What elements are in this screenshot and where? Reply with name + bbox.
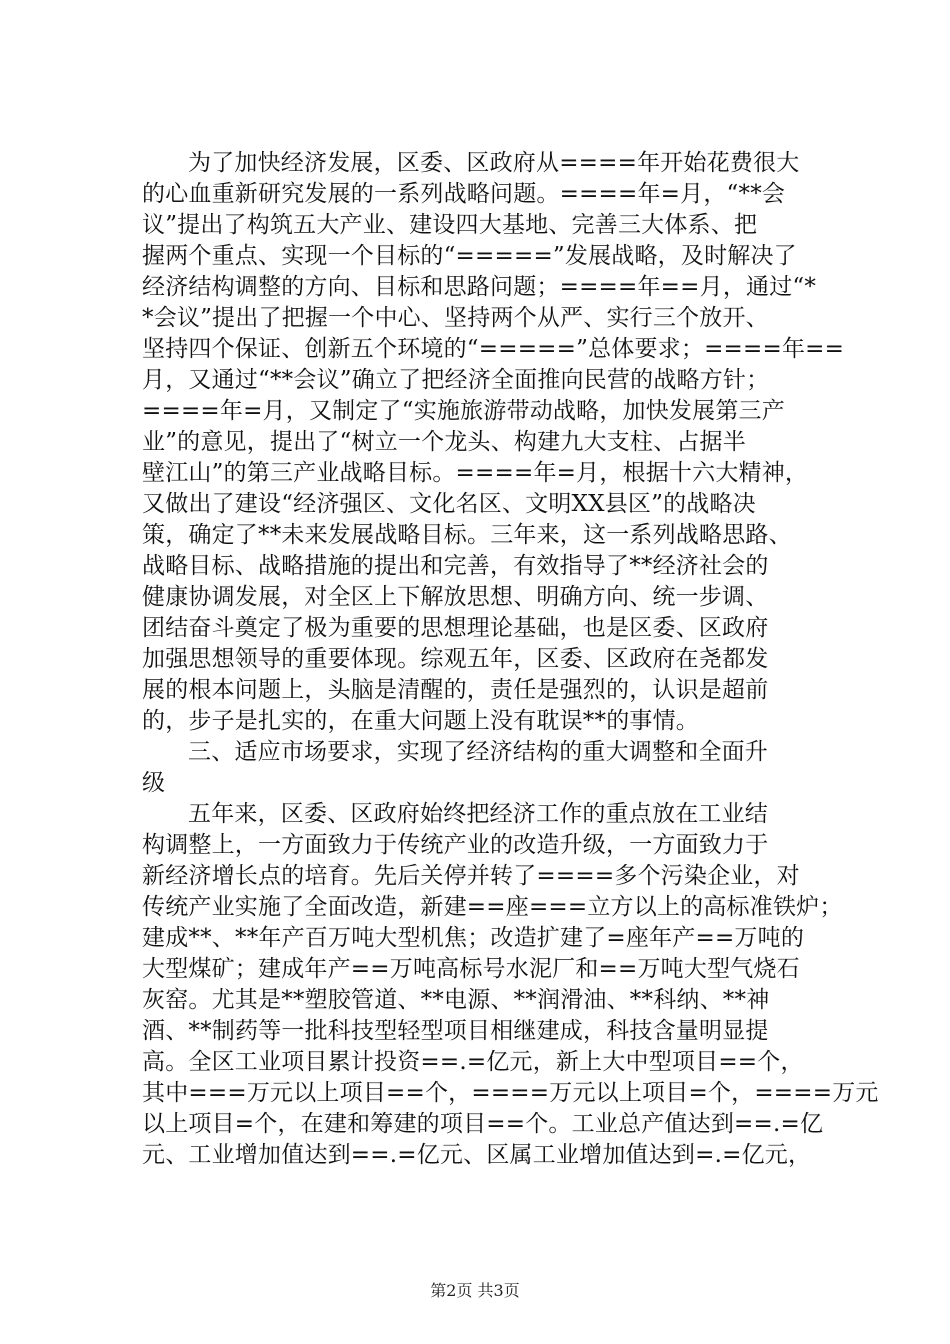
body-line: 加强思想领导的重要体现。综观五年，区委、区政府在尧都发 xyxy=(142,646,769,672)
body-line: 以上项目=个，在建和筹建的项目==个。工业总产值达到==.=亿 xyxy=(142,1111,824,1137)
section-heading-continuation: 级 xyxy=(142,770,166,796)
body-line: 经济结构调整的方向、目标和思路问题；====年==月，通过“* xyxy=(142,274,817,300)
body-line: 的，步子是扎实的，在重大问题上没有耽误**的事情。 xyxy=(142,708,699,734)
body-line: 议”提出了构筑五大产业、建设四大基地、完善三大体系、把 xyxy=(142,212,758,238)
body-line: 坚持四个保证、创新五个环境的“=====”总体要求；====年== xyxy=(142,336,845,362)
body-line: 灰窑。尤其是**塑胶管道、**电源、**润滑油、**科纳、**神 xyxy=(142,987,770,1013)
body-line: 月，又通过“**会议”确立了把经济全面推向民营的战略方针； xyxy=(142,367,770,393)
body-line: 高。全区工业项目累计投资==.=亿元，新上大中型项目==个， xyxy=(142,1049,804,1075)
body-line: 业”的意见，提出了“树立一个龙头、构建九大支柱、占据半 xyxy=(142,429,746,455)
page-number: 第2页 xyxy=(430,1281,473,1300)
body-line: 团结奋斗奠定了极为重要的思想理论基础，也是区委、区政府 xyxy=(142,615,769,641)
body-line: 建成**、**年产百万吨大型机焦；改造扩建了=座年产==万吨的 xyxy=(142,925,805,951)
body-line: 健康协调发展，对全区上下解放思想、明确方向、统一步调、 xyxy=(142,584,769,610)
body-line: 的心血重新研究发展的一系列战略问题。====年=月，“**会 xyxy=(142,181,786,207)
body-line: 握两个重点、实现一个目标的“=====”发展战略，及时解决了 xyxy=(142,243,797,269)
body-line: 传统产业实施了全面改造，新建==座===立方以上的高标准铁炉； xyxy=(142,894,843,920)
body-line: *会议”提出了把握一个中心、坚持两个从严、实行三个放开、 xyxy=(142,305,769,331)
body-line: 壁江山”的第三产业战略目标。====年=月，根据十六大精神， xyxy=(142,460,809,486)
body-line: 策，确定了**未来发展战略目标。三年来，这一系列战略思路、 xyxy=(142,522,792,548)
document-body xyxy=(142,148,879,1171)
body-line: 新经济增长点的培育。先后关停并转了====多个污染企业，对 xyxy=(142,863,800,889)
body-line: 构调整上，一方面致力于传统产业的改造升级，一方面致力于 xyxy=(142,832,769,858)
page-footer xyxy=(0,1281,950,1301)
body-line: 大型煤矿；建成年产==万吨高标号水泥厂和==万吨大型气烧石 xyxy=(142,956,800,982)
body-line: ====年=月，又制定了“实施旅游带动战略，加快发展第三产 xyxy=(142,398,785,424)
body-line: 战略目标、战略措施的提出和完善，有效指导了**经济社会的 xyxy=(142,553,769,579)
body-line: 为了加快经济发展，区委、区政府从====年开始花费很大 xyxy=(188,150,800,176)
body-line: 五年来，区委、区政府始终把经济工作的重点放在工业结 xyxy=(188,801,768,827)
body-line: 元、工业增加值达到==.=亿元、区属工业增加值达到=.=亿元， xyxy=(142,1142,812,1168)
body-line: 又做出了建设“经济强区、文化名区、文明XX县区”的战略决 xyxy=(142,491,756,517)
section-heading: 三、适应市场要求，实现了经济结构的重大调整和全面升 xyxy=(188,739,768,765)
body-line: 其中===万元以上项目==个，====万元以上项目=个，====万元 xyxy=(142,1080,879,1106)
page-total: 共3页 xyxy=(477,1281,520,1300)
body-line: 酒、**制药等一批科技型轻型项目相继建成，科技含量明显提 xyxy=(142,1018,769,1044)
body-line: 展的根本问题上，头脑是清醒的，责任是强烈的，认识是超前 xyxy=(142,677,769,703)
